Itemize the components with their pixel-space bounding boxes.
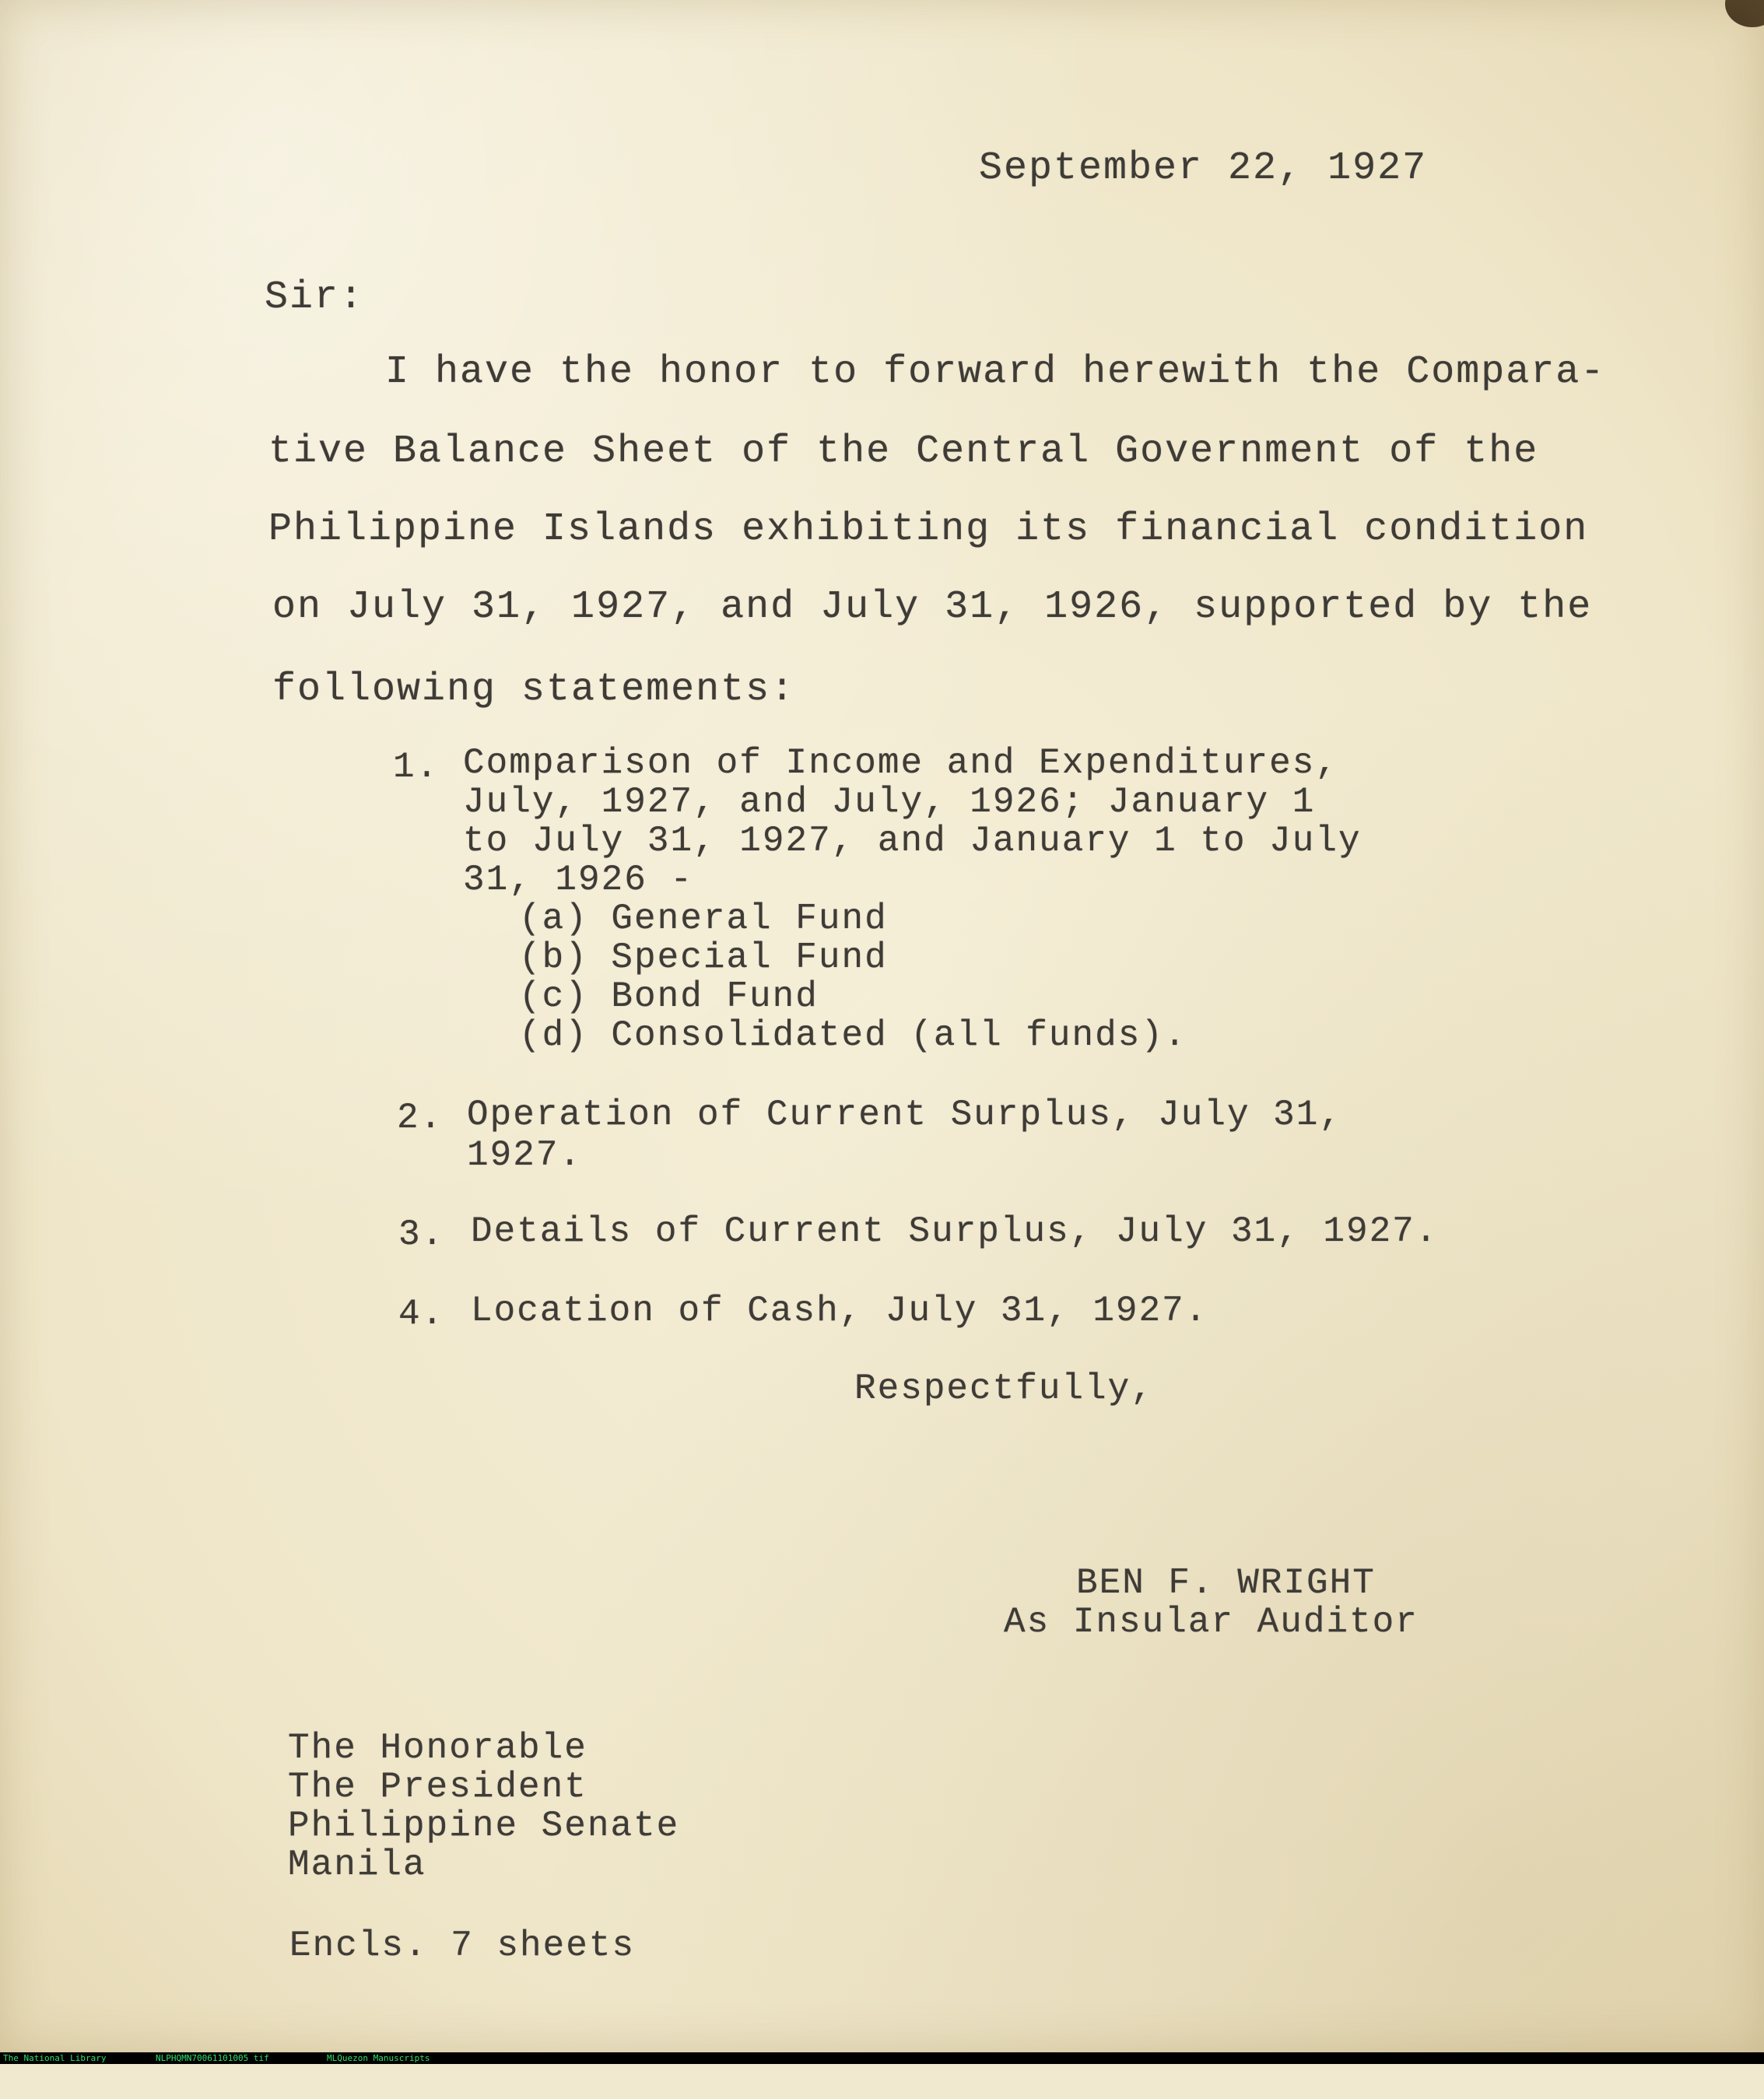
statement-number: 2.: [397, 1098, 444, 1138]
addressee-line: Philippine Senate: [288, 1806, 680, 1846]
footer-library: The National Library: [3, 2053, 107, 2063]
statement-line: 31, 1926 -: [463, 860, 694, 900]
statement-line: to July 31, 1927, and January 1 to July: [463, 821, 1362, 861]
addressee-line: The Honorable: [288, 1728, 587, 1768]
closing: Respectfully,: [854, 1368, 1154, 1409]
body-line: Philippine Islands exhibiting its financial condition: [268, 507, 1589, 552]
statement-line: Comparison of Income and Expenditures,: [463, 743, 1338, 783]
footer-collection: MLQuezon Manuscripts: [327, 2053, 430, 2063]
signature-title: As Insular Auditor: [1004, 1602, 1419, 1642]
enclosures: Encls. 7 sheets: [289, 1926, 636, 1966]
archive-footer-bar: [0, 2052, 1764, 2064]
statement-line: July, 1927, and July, 1926; January 1: [463, 782, 1316, 822]
addressee-line: The President: [288, 1767, 587, 1807]
body-line: tive Balance Sheet of the Central Government of the: [268, 429, 1539, 474]
letter-date: September 22, 1927: [979, 146, 1428, 191]
sub-item: (c) Bond Fund: [519, 976, 819, 1017]
statement-line: Operation of Current Surplus, July 31,: [467, 1095, 1342, 1135]
salutation: Sir:: [265, 275, 365, 320]
sub-item: (b) Special Fund: [519, 937, 888, 978]
statement-number: 4.: [398, 1294, 445, 1334]
footer-filename: NLPHQMN70061101005 tif: [156, 2053, 269, 2063]
sub-item: (d) Consolidated (all funds).: [519, 1015, 1187, 1056]
statement-line: 1927.: [467, 1135, 583, 1176]
statement-number: 3.: [398, 1214, 445, 1255]
body-line: I have the honor to forward herewith the Compara-: [385, 350, 1606, 394]
statement-line: Details of Current Surplus, July 31, 1927.: [471, 1211, 1439, 1252]
body-line: following statements:: [272, 668, 796, 712]
statement-number: 1.: [393, 747, 440, 787]
addressee-line: Manila: [288, 1845, 426, 1885]
signature-name: BEN F. WRIGHT: [1076, 1563, 1376, 1603]
body-line: on July 31, 1927, and July 31, 1926, supported by the: [272, 585, 1593, 629]
sub-item: (a) General Fund: [519, 899, 888, 939]
statement-line: Location of Cash, July 31, 1927.: [471, 1291, 1208, 1331]
